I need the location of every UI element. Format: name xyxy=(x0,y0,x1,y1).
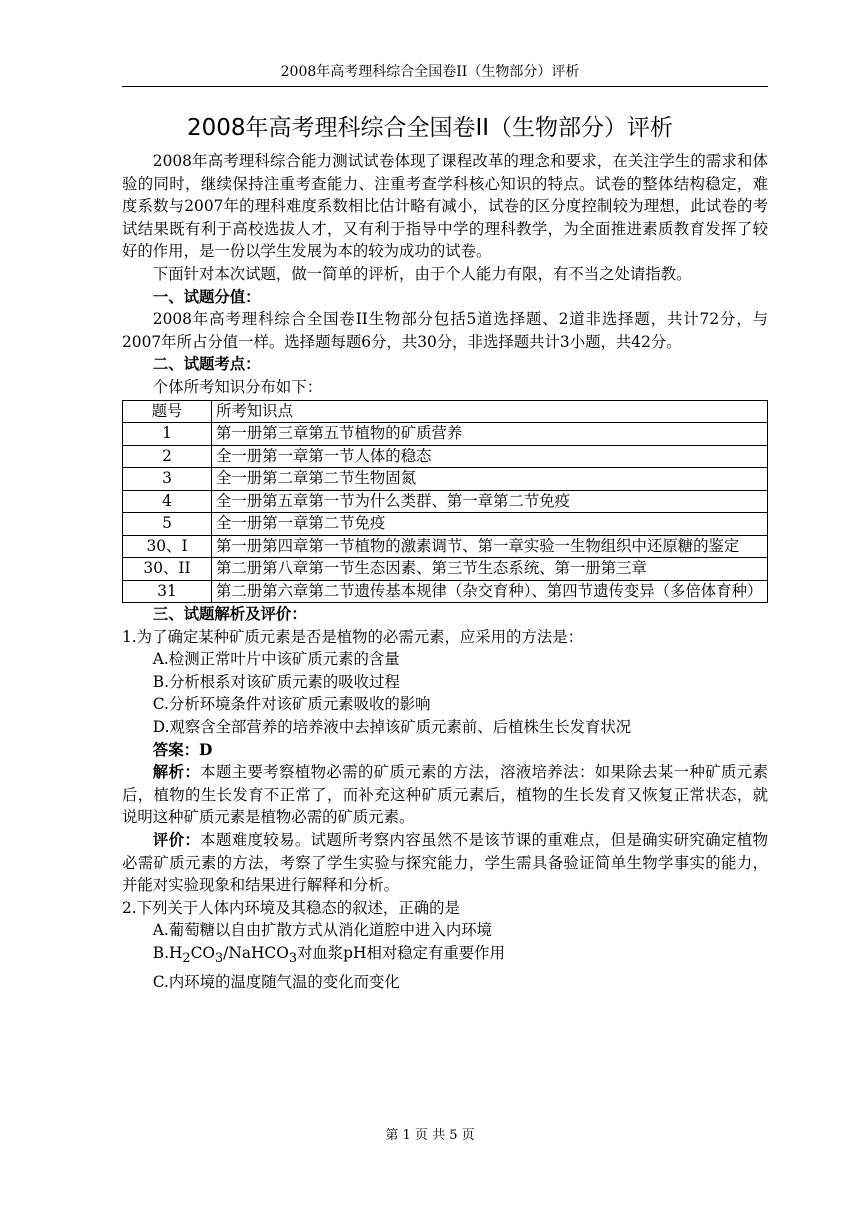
header-rule xyxy=(122,86,768,87)
subscript: 3 xyxy=(288,951,297,967)
knowledge-point-cell: 全一册第五章第一节为什么类群、第一章第二节免疫 xyxy=(212,490,768,513)
question-2-option-b xyxy=(122,942,768,971)
option-b-text: CO xyxy=(190,943,215,962)
option-b-text: 对血浆pH相对稳定有重要作用 xyxy=(297,943,505,962)
question-1-review xyxy=(122,829,768,897)
review-label: 评价： xyxy=(152,830,201,849)
question-1-analysis xyxy=(122,761,768,829)
table-row xyxy=(123,580,768,603)
page-title: 2008年高考理科综合全国卷II（生物部分）评析 xyxy=(186,115,674,141)
knowledge-point-cell: 第二册第八章第一节生态因素、第三节生态系统、第一册第三章 xyxy=(212,558,768,581)
question-number-cell: 5 xyxy=(123,513,212,536)
document-body xyxy=(122,150,768,993)
analysis-label: 解析： xyxy=(152,763,201,782)
question-1-answer xyxy=(122,739,768,762)
intro-paragraph-2: 下面针对本次试题，做一简单的评析，由于个人能力有限，有不当之处请指教。 xyxy=(152,264,692,283)
question-number-cell: 4 xyxy=(123,490,212,513)
running-header: 2008年高考理科综合全国卷II（生物部分）评析 xyxy=(280,64,580,80)
question-number-cell: 30、I xyxy=(123,535,212,558)
section-score-text: 2008年高考理科综合全国卷II生物部分包括5道选择题、2道非选择题，共计72分，与2007年所占分值一样。选择题每题6分，共30分，非选择题共计3小题，共42分。 xyxy=(122,310,768,351)
knowledge-point-cell: 全一册第二章第二节生物固氮 xyxy=(212,468,768,491)
question-1-option-a: A.检测正常叶片中该矿质元素的含量 xyxy=(152,650,400,669)
table-row xyxy=(123,468,768,491)
question-number-cell: 1 xyxy=(123,423,212,446)
question-2-option-c: C.内环境的温度随气温的变化而变化 xyxy=(152,972,400,991)
option-b-text: /NaHCO xyxy=(223,943,289,962)
subscript: 2 xyxy=(182,951,191,967)
section-points-intro: 个体所考知识分布如下： xyxy=(152,377,323,396)
section-heading-points: 二、试题考点： xyxy=(152,355,261,374)
review-text: 本题难度较易。试题所考察内容虽然不是该节课的重难点，但是确实研究确定植物必需矿质元素的方法，考察了学生实验与探究能力，学生需具备验证简单生物学事实的能力，并能对实验现象和结果进行解释和分析。 xyxy=(122,830,768,895)
question-number-cell: 31 xyxy=(123,580,212,603)
question-number-cell: 3 xyxy=(123,468,212,491)
option-b-text: B.H xyxy=(152,943,183,962)
knowledge-point-cell: 全一册第一章第一节人体的稳态 xyxy=(212,445,768,468)
knowledge-point-cell: 第二册第六章第二节遗传基本规律（杂交育种）、第四节遗传变异（多倍体育种） xyxy=(212,580,768,603)
table-header-cell: 题号 xyxy=(123,400,212,423)
table-header-row xyxy=(123,400,768,423)
question-2-option-a: A.葡萄糖以自由扩散方式从消化道腔中进入内环境 xyxy=(152,921,493,940)
section-heading-analysis: 三、试题解析及评价： xyxy=(152,605,307,624)
answer-label: 答案： xyxy=(152,740,199,759)
table-header-cell: 所考知识点 xyxy=(212,400,768,423)
knowledge-point-cell: 第一册第三章第五节植物的矿质营养 xyxy=(212,423,768,446)
question-number-cell: 30、II xyxy=(123,558,212,581)
question-1-option-d: D.观察含全部营养的培养液中去掉该矿质元素前、后植株生长发育状况 xyxy=(152,718,632,736)
question-1-option-c: C.分析环境条件对该矿质元素吸收的影响 xyxy=(152,695,431,714)
table-row xyxy=(123,490,768,513)
table-row xyxy=(123,558,768,581)
table-row xyxy=(123,423,768,446)
knowledge-points-table xyxy=(122,400,768,604)
table-row xyxy=(123,513,768,536)
intro-paragraph-1: 2008年高考理科综合能力测试试卷体现了课程改革的理念和要求，在关注学生的需求和体验的同时，继续保持注重考查能力、注重考查学科核心知识的特点。试卷的整体结构稳定，难度系数与2007年的理科难度系数相比估计略有减小，试卷的区分度控制较为理想，此试卷的考试结果既有利于高校选拔人才，又有利于指导中学的理科教学，为全面推进素质教育发挥了较好的作用，是一份以学生发展为本的较为成功的试卷。 xyxy=(122,152,768,261)
section-heading-score: 一、试题分值： xyxy=(152,287,261,306)
question-1-stem: 1.为了确定某种矿质元素是否是植物的必需元素，应采用的方法是： xyxy=(122,627,584,646)
table-row xyxy=(123,535,768,558)
question-2-stem: 2.下列关于人体内环境及其稳态的叙述，正确的是 xyxy=(122,898,460,917)
table-row xyxy=(123,445,768,468)
subscript: 3 xyxy=(215,951,224,967)
knowledge-point-cell: 全一册第一章第二节免疫 xyxy=(212,513,768,536)
question-1-option-b: B.分析根系对该矿质元素的吸收过程 xyxy=(152,672,400,691)
analysis-text: 本题主要考察植物必需的矿质元素的方法，溶液培养法：如果除去某一种矿质元素后，植物的生长发育不正常了，而补充这种矿质元素后，植物的生长发育又恢复正常状态，就说明这种矿质元素是植物必需的矿质元素。 xyxy=(122,763,768,827)
question-number-cell: 2 xyxy=(123,445,212,468)
page-footer: 第 1 页 共 5 页 xyxy=(385,1128,475,1143)
answer-value: D xyxy=(198,740,213,759)
knowledge-point-cell: 第一册第四章第一节植物的激素调节、第一章实验一生物组织中还原糖的鉴定 xyxy=(212,535,768,558)
